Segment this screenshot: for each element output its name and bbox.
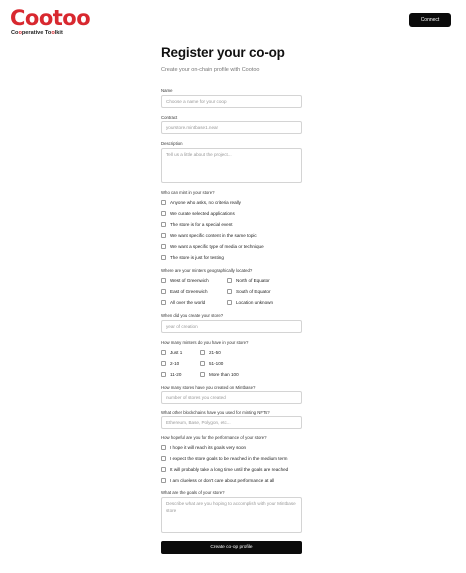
minters-question-label: How many minters do you have in your store? xyxy=(161,340,249,345)
checkbox-icon xyxy=(161,222,166,227)
goals-label: What are the goals of your store? xyxy=(161,490,225,495)
checkbox-mint-media[interactable]: We want a specific type of media or technique xyxy=(161,244,264,249)
checkbox-icon xyxy=(200,350,205,355)
connect-button[interactable]: Connect xyxy=(409,13,451,27)
name-input[interactable]: Choose a name for your coop xyxy=(161,95,302,108)
checkbox-icon xyxy=(161,289,166,294)
checkbox-icon xyxy=(161,244,166,249)
location-question-label: Where are your minters geographically located? xyxy=(161,268,253,273)
checkbox-north-equator[interactable]: North of Equator xyxy=(227,278,270,283)
checkbox-icon xyxy=(161,300,166,305)
checkbox-mint-testing[interactable]: The store is just for testing xyxy=(161,255,224,260)
checkbox-icon xyxy=(200,372,205,377)
contract-label: Contract xyxy=(161,115,178,120)
checkbox-west-greenwich[interactable]: West of Greenwich xyxy=(161,278,209,283)
name-label: Name xyxy=(161,88,173,93)
checkbox-location-unknown[interactable]: Location unknown xyxy=(227,300,273,305)
checkbox-hope-long[interactable]: It will probably take a long time until the goals are reached xyxy=(161,467,288,472)
checkbox-mint-curate[interactable]: We curate selected applications xyxy=(161,211,235,216)
checkbox-icon xyxy=(161,211,166,216)
logo-tagline: Cooperative Toolkit xyxy=(11,30,63,36)
description-label: Description xyxy=(161,141,183,146)
checkbox-icon xyxy=(200,361,205,366)
checkbox-minters-2-10[interactable]: 2-10 xyxy=(161,361,179,366)
checkbox-mint-event[interactable]: The store is for a special event xyxy=(161,222,233,227)
checkbox-hope-clueless[interactable]: I am clueless or don't care about performance at all xyxy=(161,478,274,483)
mint-question-label: Who can mint in your store? xyxy=(161,190,215,195)
checkbox-icon xyxy=(161,361,166,366)
create-profile-button[interactable]: Create co-op profile xyxy=(161,541,302,554)
logo[interactable] xyxy=(10,6,91,36)
checkbox-mint-topic[interactable]: We want specific content in the same topic xyxy=(161,233,257,238)
checkbox-icon xyxy=(161,200,166,205)
checkbox-icon xyxy=(161,233,166,238)
checkbox-icon xyxy=(227,289,232,294)
stores-count-input[interactable]: number of stores you created xyxy=(161,391,302,404)
checkbox-all-over-world[interactable]: All over the world xyxy=(161,300,205,305)
checkbox-icon xyxy=(161,372,166,377)
page-title: Register your co-op xyxy=(161,45,285,60)
checkbox-icon xyxy=(227,278,232,283)
checkbox-east-greenwich[interactable]: East of Greenwich xyxy=(161,289,208,294)
contract-input[interactable]: yourstore.mintbase1.near xyxy=(161,121,302,134)
chains-label: What other blockchains have you used for minting NFTs? xyxy=(161,410,270,415)
checkbox-icon xyxy=(161,278,166,283)
checkbox-icon xyxy=(161,467,166,472)
page-subtitle: Create your on-chain profile with Cootoo xyxy=(161,67,260,73)
created-label: When did you create your store? xyxy=(161,313,224,318)
checkbox-icon xyxy=(161,445,166,450)
checkbox-icon xyxy=(227,300,232,305)
description-textarea[interactable]: Tell us a little about the project... xyxy=(161,148,302,183)
checkbox-minters-100-plus[interactable]: More than 100 xyxy=(200,372,239,377)
checkbox-minters-21-50[interactable]: 21-50 xyxy=(200,350,221,355)
checkbox-icon xyxy=(161,350,166,355)
goals-textarea[interactable]: Describe what are you hoping to accomplish with your Mintbase store xyxy=(161,497,302,533)
year-created-input[interactable]: year of creation xyxy=(161,320,302,333)
checkbox-minters-1[interactable]: Just 1 xyxy=(161,350,182,355)
logo-wordmark: Cootoo xyxy=(10,6,91,30)
checkbox-mint-anyone[interactable]: Anyone who asks, no criteria really xyxy=(161,200,241,205)
checkbox-icon xyxy=(161,255,166,260)
stores-label: How many stores have you created on Mintbase? xyxy=(161,385,256,390)
checkbox-hope-soon[interactable]: I hope it will reach its goals very soon xyxy=(161,445,246,450)
checkbox-icon xyxy=(161,478,166,483)
hopeful-question-label: How hopeful are you for the performance of your store? xyxy=(161,435,267,440)
checkbox-hope-medium[interactable]: I expect the store goals to be reached in the medium term xyxy=(161,456,287,461)
checkbox-minters-11-20[interactable]: 11-20 xyxy=(161,372,181,377)
checkbox-south-equator[interactable]: South of Equator xyxy=(227,289,270,294)
checkbox-minters-51-100[interactable]: 51-100 xyxy=(200,361,223,366)
blockchains-input[interactable]: Ethereum, Base, Polygon, etc... xyxy=(161,416,302,429)
checkbox-icon xyxy=(161,456,166,461)
